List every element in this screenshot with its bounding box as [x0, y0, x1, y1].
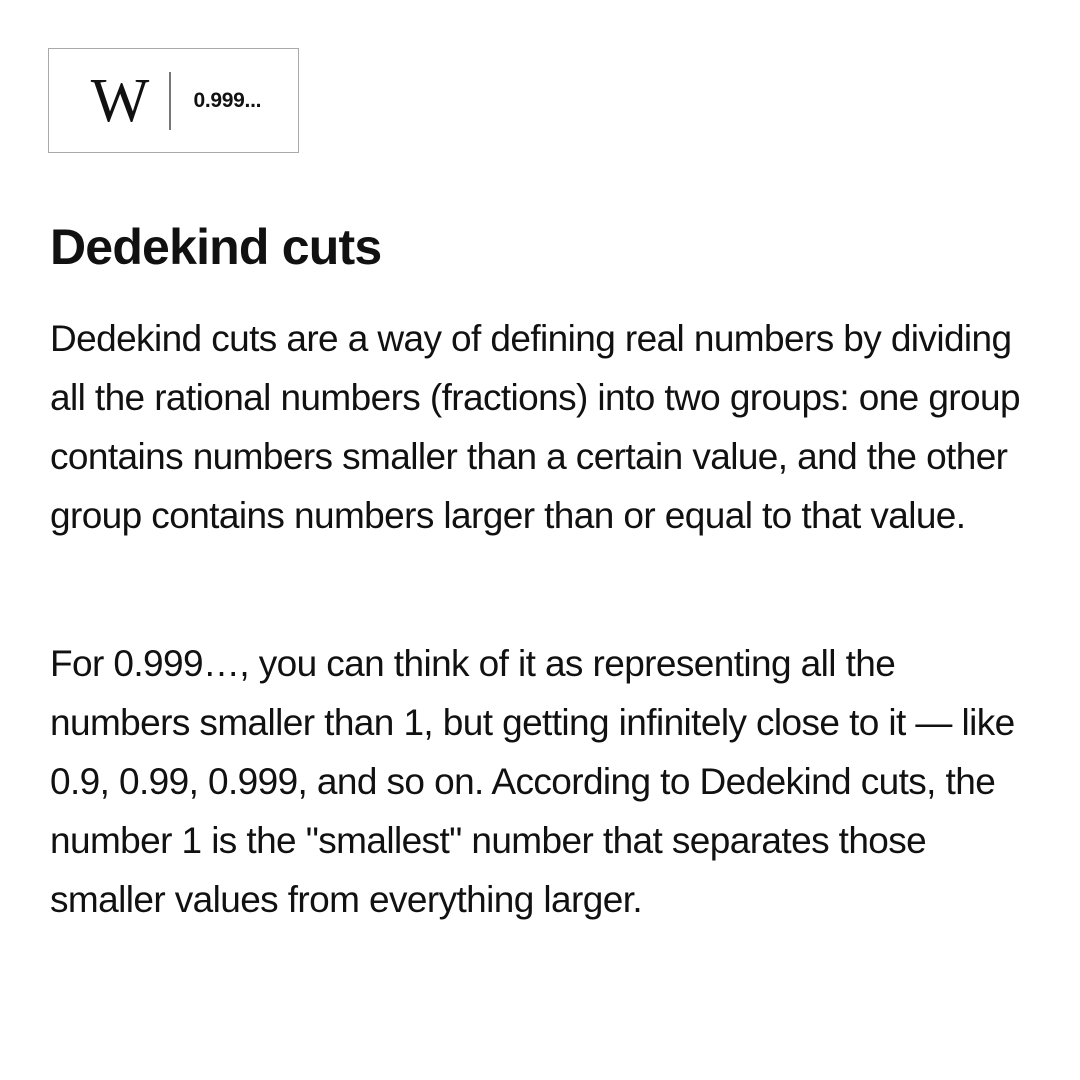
paragraph-definition: Dedekind cuts are a way of defining real numbers by dividing all the rational numbers (fractions) into two groups: one group contains numbers smaller than a certain value, and the other group contains numbers larger than or equal to that value. — [50, 318, 1020, 536]
badge-divider — [169, 72, 171, 130]
paragraph-example: For 0.999…, you can think of it as representing all the numbers smaller than 1, but getting infinitely close to it — like 0.9, 0.99, 0.999, and so on. According to Dedekind cuts, the number 1 is the "smallest" number that separates those smaller values from everything larger. — [50, 643, 1015, 920]
wikipedia-logo-icon: W — [90, 66, 142, 135]
article-badge — [48, 48, 299, 153]
article-topic: 0.999... — [193, 88, 262, 112]
section-title: Dedekind cuts — [50, 219, 382, 275]
